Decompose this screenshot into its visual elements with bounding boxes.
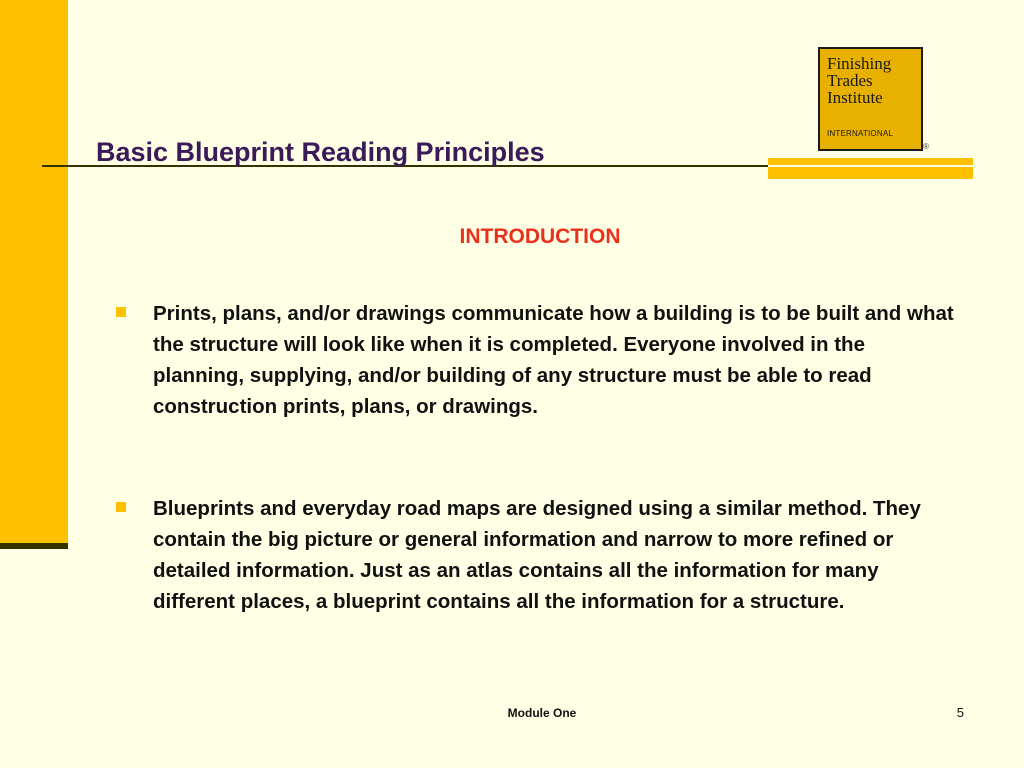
bullet-item — [116, 493, 956, 617]
footer-module-label: Module One — [507, 706, 577, 720]
logo-text-line-3: Institute — [827, 88, 883, 107]
square-bullet-icon — [116, 502, 126, 512]
logo-text-line-2: Trades — [827, 71, 873, 90]
logo-text-line-1: Finishing — [827, 54, 892, 73]
registered-mark: ® — [923, 142, 929, 151]
logo-text-international: INTERNATIONAL — [827, 129, 894, 138]
section-heading: INTRODUCTION — [459, 225, 621, 248]
slide-title: Basic Blueprint Reading Principles — [96, 137, 545, 167]
bullet-item — [116, 298, 956, 422]
square-bullet-icon — [116, 307, 126, 317]
left-accent-bar — [0, 0, 68, 545]
left-bar-rule — [0, 543, 68, 549]
institute-logo — [818, 47, 923, 151]
bullet-text: Prints, plans, and/or drawings communicate how a building is to be built and what the structure will look like when it is completed. Everyone involved in the planning, supplying, and/or building of any structure must be able to read construction prints, plans, or drawings. — [153, 302, 954, 418]
bullet-text: Blueprints and everyday road maps are designed using a similar method. They contain the big picture or general information and narrow to more refined or detailed information. Just as an atlas contains all the information for many different places, a blueprint contains all the information for a structure. — [153, 497, 921, 613]
right-accent-band — [768, 158, 973, 179]
page-number: 5 — [956, 705, 964, 720]
